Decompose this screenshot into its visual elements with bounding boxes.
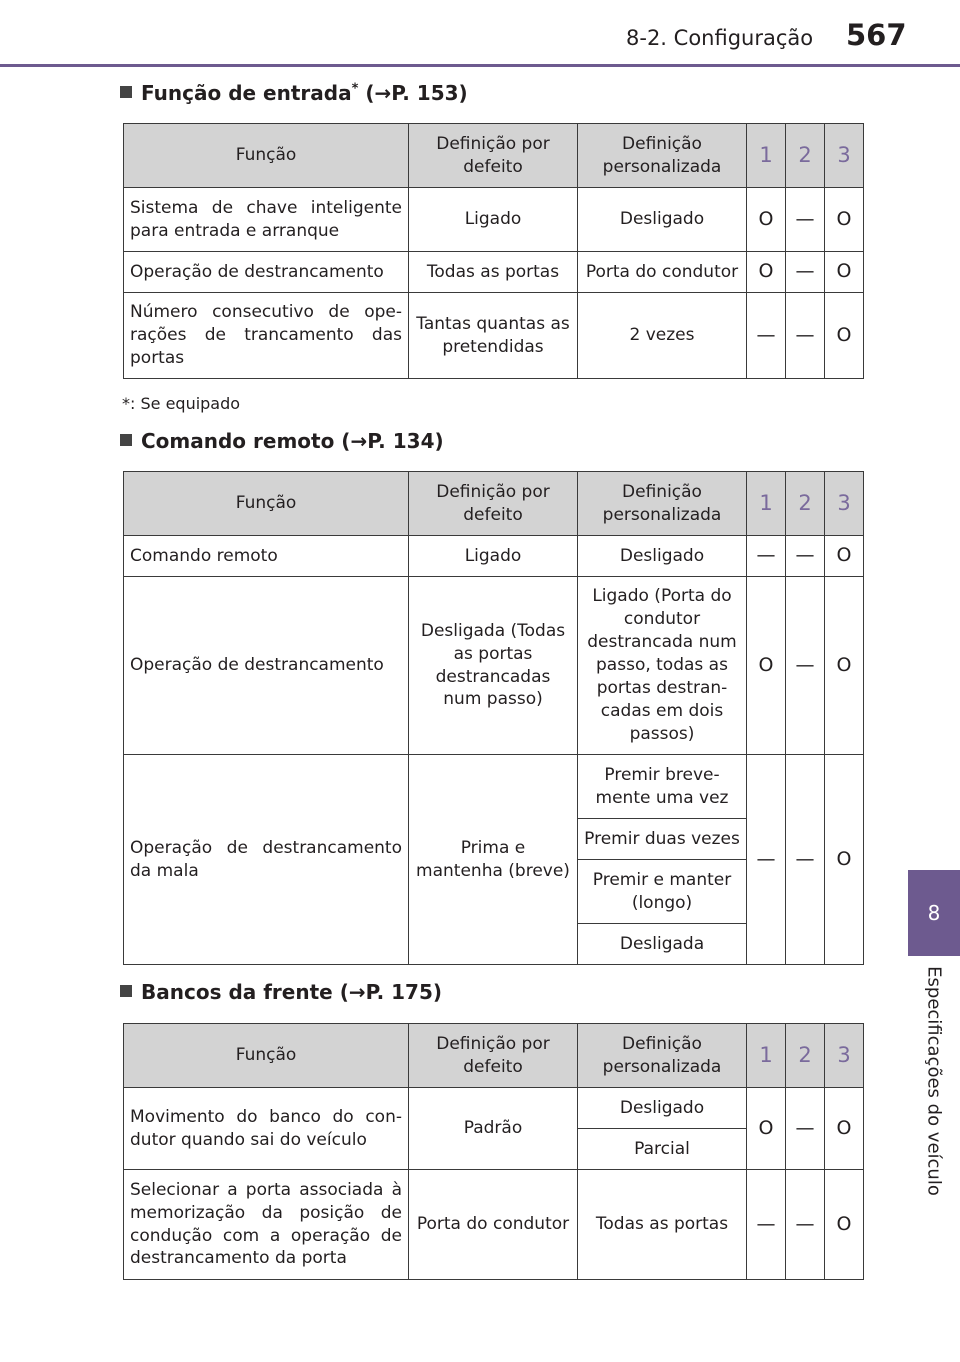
section-title: Função de entrada xyxy=(141,81,352,105)
bullet-square xyxy=(120,985,132,997)
section-heading-entry-function xyxy=(120,81,468,105)
bullet-square xyxy=(120,86,132,98)
row-mark-3: O xyxy=(825,252,864,293)
col-num-1-icon: 1 xyxy=(747,472,786,536)
row-mark-1: — xyxy=(747,293,786,379)
row-default: Todas as portas xyxy=(409,252,578,293)
row-custom: 2 vezes xyxy=(578,293,747,379)
row-function: Sistema de chave inteligente para entrada e arranque xyxy=(124,188,409,252)
row-mark-2: — xyxy=(786,1170,825,1280)
table-row xyxy=(124,1170,864,1280)
col-custom: Definição personalizada xyxy=(578,1024,747,1088)
row-custom: Ligado (Porta do condutor destrancada num passo, todas as portas destrancadas em dois passos) xyxy=(578,577,747,755)
col-custom: Definição personalizada xyxy=(578,472,747,536)
table-row xyxy=(124,1088,864,1129)
row-mark-3: O xyxy=(825,1088,864,1170)
row-mark-3: O xyxy=(825,188,864,252)
row-function: Número consecutivo de operações de trancamento das portas xyxy=(124,293,409,379)
row-mark-2: — xyxy=(786,188,825,252)
row-custom: Porta do condutor xyxy=(578,252,747,293)
chapter-title: Especificações do veículo xyxy=(923,966,945,1196)
section-ref: (→P. 153) xyxy=(365,81,468,105)
table-row xyxy=(124,577,864,755)
row-function: Operação de destrancamento xyxy=(124,577,409,755)
table-row xyxy=(124,188,864,252)
table-header-row xyxy=(124,472,864,536)
row-mark-1: O xyxy=(747,252,786,293)
section-ref: (→P. 134) xyxy=(341,429,444,453)
col-num-2-icon: 2 xyxy=(786,1024,825,1088)
row-function: Comando remoto xyxy=(124,536,409,577)
table-row xyxy=(124,252,864,293)
page-number: 567 xyxy=(846,18,907,52)
bullet-square xyxy=(120,434,132,446)
footnote-mark: * xyxy=(351,81,359,97)
col-num-1-icon: 1 xyxy=(747,1024,786,1088)
row-custom-option: Desligado xyxy=(578,1088,747,1129)
row-mark-1: O xyxy=(747,1088,786,1170)
row-function: Selecionar a porta associada à memorização da posição de condução com a operação de destrancamento da porta xyxy=(124,1170,409,1280)
row-function: Operação de destrancamento xyxy=(124,252,409,293)
table-row xyxy=(124,755,864,819)
section-header: 8-2. Configuração xyxy=(626,26,814,50)
row-custom-option: Parcial xyxy=(578,1129,747,1170)
row-mark-3: O xyxy=(825,536,864,577)
section-title: Comando remoto xyxy=(141,429,335,453)
col-custom: Definição personalizada xyxy=(578,124,747,188)
row-mark-3: O xyxy=(825,755,864,965)
row-custom-option: Premir duas vezes xyxy=(578,819,747,860)
row-default: Tantas quantas as pretendidas xyxy=(409,293,578,379)
row-custom: Todas as portas xyxy=(578,1170,747,1280)
row-mark-1: — xyxy=(747,1170,786,1280)
front-seats-table xyxy=(123,1023,864,1280)
table-row xyxy=(124,536,864,577)
row-default: Desligada (Todas as portas destrancadas num passo) xyxy=(409,577,578,755)
remote-control-table xyxy=(123,471,864,965)
table-header-row xyxy=(124,124,864,188)
section-ref: (→P. 175) xyxy=(339,980,443,1004)
col-function: Função xyxy=(124,124,409,188)
row-mark-3: O xyxy=(825,1170,864,1280)
row-mark-1: O xyxy=(747,577,786,755)
row-custom: Desligado xyxy=(578,536,747,577)
col-function: Função xyxy=(124,1024,409,1088)
row-mark-3: O xyxy=(825,293,864,379)
header-rule xyxy=(0,64,960,67)
col-num-1-icon: 1 xyxy=(747,124,786,188)
col-function: Função xyxy=(124,472,409,536)
row-mark-2: — xyxy=(786,577,825,755)
row-default: Porta do condutor xyxy=(409,1170,578,1280)
chapter-tab[interactable] xyxy=(908,870,960,956)
row-custom-option: Premir brevemente uma vez xyxy=(578,755,747,819)
col-num-3-icon: 3 xyxy=(825,472,864,536)
col-num-3-icon: 3 xyxy=(825,1024,864,1088)
row-default: Ligado xyxy=(409,536,578,577)
row-mark-1: O xyxy=(747,188,786,252)
row-mark-2: — xyxy=(786,252,825,293)
row-function: Movimento do banco do condutor quando sai do veículo xyxy=(124,1088,409,1170)
col-num-2-icon: 2 xyxy=(786,124,825,188)
col-default: Definição por defeito xyxy=(409,124,578,188)
row-function: Operação de destrancamento da mala xyxy=(124,755,409,965)
entry-function-table xyxy=(123,123,864,379)
col-default: Definição por defeito xyxy=(409,1024,578,1088)
row-default: Padrão xyxy=(409,1088,578,1170)
row-custom: Desligado xyxy=(578,188,747,252)
row-mark-2: — xyxy=(786,293,825,379)
col-default: Definição por defeito xyxy=(409,472,578,536)
section-title: Bancos da frente xyxy=(141,980,333,1004)
row-custom-option: Desligada xyxy=(578,924,747,965)
chapter-number: 8 xyxy=(927,901,941,925)
table-header-row xyxy=(124,1024,864,1088)
section-heading-remote-control xyxy=(120,429,444,453)
col-num-3-icon: 3 xyxy=(825,124,864,188)
row-mark-2: — xyxy=(786,755,825,965)
row-default: Prima e mantenha (breve) xyxy=(409,755,578,965)
col-num-2-icon: 2 xyxy=(786,472,825,536)
row-custom-option: Premir e manter (longo) xyxy=(578,860,747,924)
table-row xyxy=(124,293,864,379)
row-mark-2: — xyxy=(786,1088,825,1170)
row-mark-1: — xyxy=(747,536,786,577)
row-default: Ligado xyxy=(409,188,578,252)
footnote: *: Se equipado xyxy=(122,394,241,413)
row-mark-2: — xyxy=(786,536,825,577)
row-mark-1: — xyxy=(747,755,786,965)
row-mark-3: O xyxy=(825,577,864,755)
section-heading-front-seats xyxy=(120,980,442,1004)
